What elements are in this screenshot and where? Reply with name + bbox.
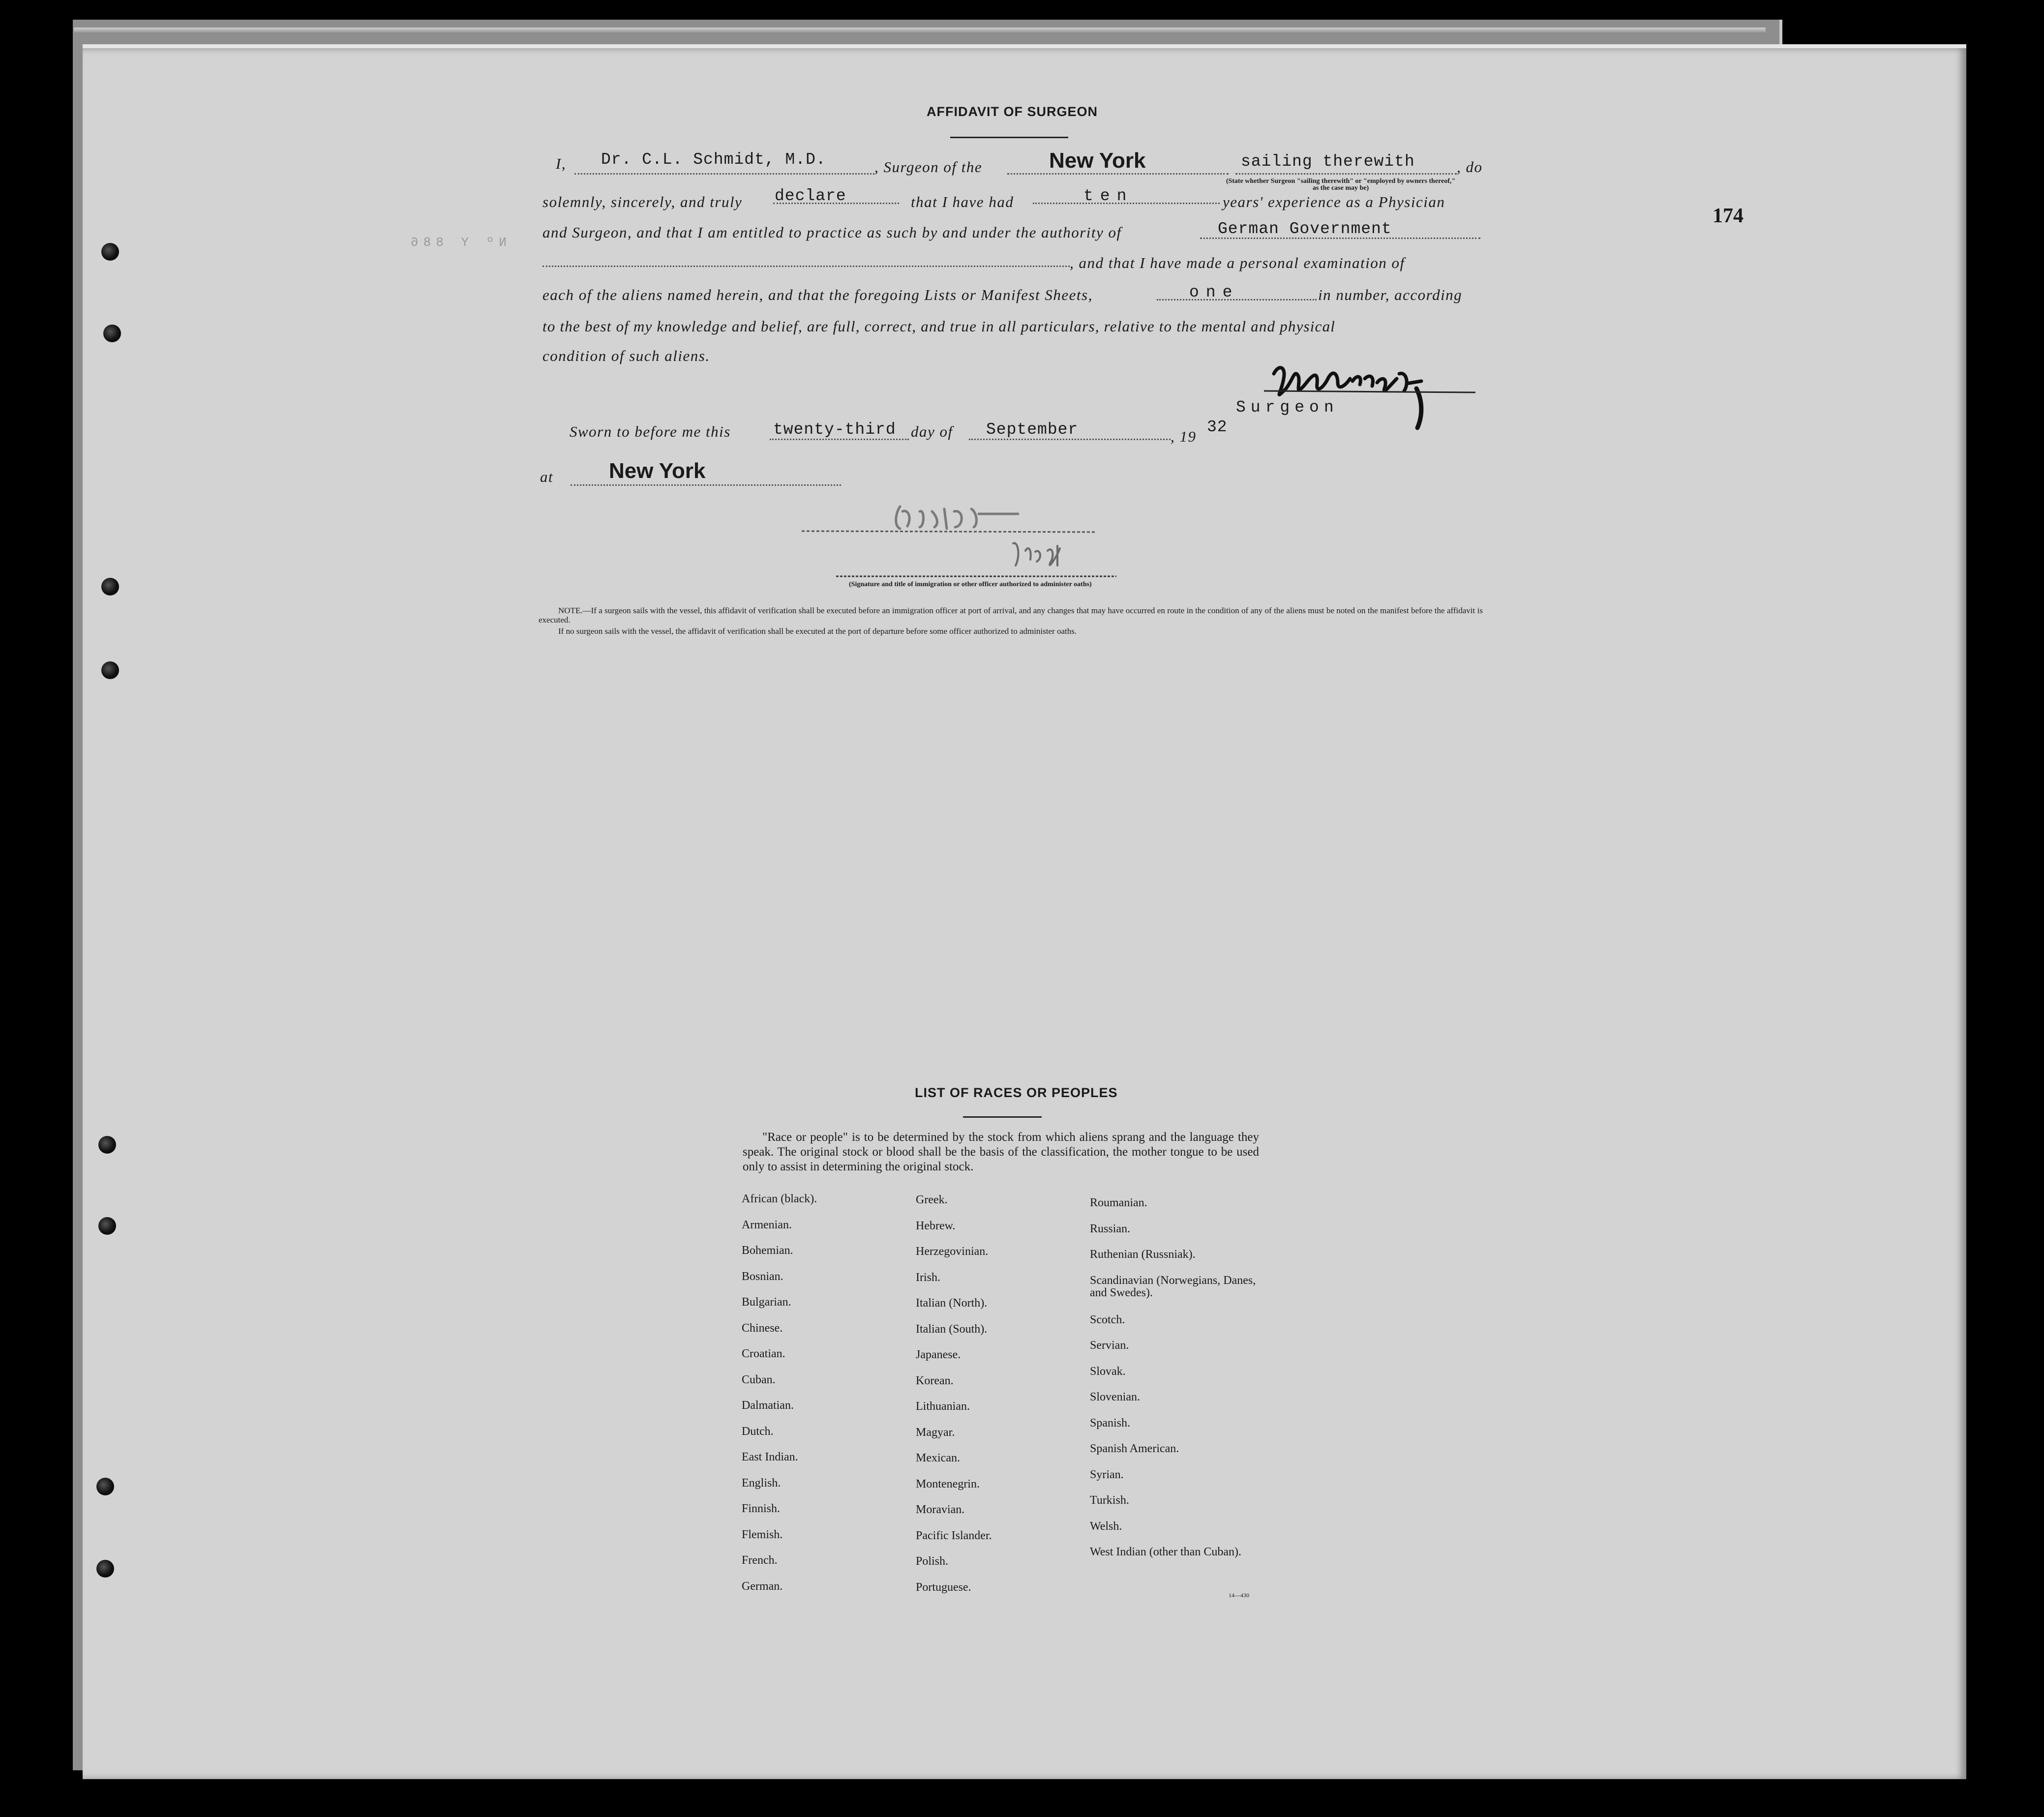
punch-hole-icon <box>101 661 119 679</box>
race-item: East Indian. <box>742 1451 798 1463</box>
race-item: Italian (South). <box>916 1322 988 1336</box>
race-item: African (black). <box>742 1192 817 1205</box>
races-column-3 <box>1090 1197 1257 1580</box>
race-item: West Indian (other than Cuban). <box>1090 1546 1241 1558</box>
race-item: Bosnian. <box>742 1270 783 1283</box>
surgeon-signature-icon <box>1259 354 1485 433</box>
race-item: Bulgarian. <box>742 1296 791 1309</box>
at-label: at <box>540 468 554 485</box>
race-item: Croatian. <box>742 1347 785 1360</box>
race-item: Chinese. <box>742 1321 783 1335</box>
line1-mid: , Surgeon of the <box>874 158 983 176</box>
line5: each of the aliens named herein, and that the foregoing Lists or Manifest Sheets, <box>542 286 1093 303</box>
races-title-rule <box>963 1116 1042 1118</box>
line2-start: solemnly, sincerely, and truly <box>542 193 743 210</box>
race-item: Portuguese. <box>916 1580 971 1594</box>
punch-hole-icon <box>103 325 121 342</box>
ship-name: New York <box>1049 149 1146 173</box>
punch-hole-icon <box>98 1217 116 1235</box>
line5-end: in number, according <box>1318 286 1463 303</box>
race-item: Polish. <box>916 1555 949 1568</box>
line4-end: , and that I have made a personal examination of <box>1070 254 1405 271</box>
race-item: Mexican. <box>916 1452 960 1464</box>
race-item: Slovak. <box>1090 1365 1126 1378</box>
punch-hole-icon <box>101 578 119 596</box>
race-item: English. <box>742 1476 781 1489</box>
sworn-day: twenty-third <box>773 420 896 439</box>
sworn-place: New York <box>609 459 706 483</box>
race-item: French. <box>742 1554 778 1567</box>
race-item: Scotch. <box>1090 1313 1125 1326</box>
sheet-count: one <box>1189 283 1239 301</box>
sailing-status: sailing therewith <box>1241 152 1415 171</box>
surgeon-caption: Surgeon <box>1236 398 1339 417</box>
race-item: Ruthenian (Russniak). <box>1090 1248 1196 1261</box>
surgeon-name-line <box>574 173 874 175</box>
surgeon-name: Dr. C.L. Schmidt, M.D. <box>601 150 826 169</box>
race-item: Hebrew. <box>916 1219 956 1232</box>
affidavit-title: AFFIDAVIT OF SURGEON <box>927 104 1098 119</box>
race-item: Moravian. <box>916 1503 965 1516</box>
race-item: Pacific Islander. <box>916 1529 992 1542</box>
race-item: Armenian. <box>742 1218 792 1231</box>
race-item: Dalmatian. <box>742 1399 794 1412</box>
race-item: Welsh. <box>1090 1519 1122 1533</box>
sworn-start: Sworn to before me this <box>570 423 731 440</box>
punch-hole-icon <box>98 1136 116 1154</box>
sworn-month: September <box>986 420 1079 439</box>
race-item: Turkish. <box>1090 1494 1129 1507</box>
sworn-day-line <box>770 439 909 440</box>
races-title: LIST OF RACES OR PEOPLES <box>915 1085 1118 1100</box>
authority-continuation-line <box>542 266 1070 267</box>
race-item: Cuban. <box>742 1373 776 1386</box>
race-item: Bohemian. <box>742 1244 793 1257</box>
page-number: 174 <box>1713 205 1743 227</box>
punch-hole-icon <box>96 1478 114 1495</box>
punch-hole-icon <box>96 1560 114 1578</box>
race-item: Spanish American. <box>1090 1442 1179 1455</box>
back-page-edge <box>74 28 1766 32</box>
sworn-year-suffix: 32 <box>1207 418 1228 436</box>
line2-mid: that I have had <box>911 193 1014 210</box>
faint-reverse-stamp: Nº Y 886 <box>406 235 507 250</box>
punch-hole-icon <box>101 243 119 261</box>
ship-name-line <box>1007 173 1229 175</box>
race-item: Dutch. <box>742 1425 774 1438</box>
sailing-note: (State whether Surgeon "sailing therewith" or "employed by owners thereof," as the case may be) <box>1226 178 1456 192</box>
title-rule <box>950 137 1068 138</box>
line1-end: , do <box>1457 158 1483 176</box>
race-item: Syrian. <box>1090 1468 1124 1481</box>
officer-caption: (Signature and title of immigration or other officer authorized to administer oaths) <box>849 581 1092 588</box>
declaration: declare <box>775 187 846 205</box>
race-item: Magyar. <box>916 1426 955 1439</box>
races-intro: "Race or people" is to be determined by the stock from which aliens sprang and the language they speak. The original stock or blood shall be the basis of the classification, the mother tongue to be used only to assist in determining the original stock. <box>743 1131 1259 1173</box>
line7: condition of such aliens. <box>542 347 710 364</box>
race-item: German. <box>742 1579 783 1593</box>
form-code: 14—430 <box>1229 1592 1249 1599</box>
line1-prefix: I, <box>556 155 567 172</box>
races-column-1 <box>742 1193 817 1606</box>
line3-start: and Surgeon, and that I am entitled to practice as such by and under the authority of <box>542 224 1122 241</box>
affidavit-note-p2: If no surgeon sails with the vessel, the affidavit of verification shall be executed at the port of departure before some officer authorized to administer oaths. <box>558 626 1077 636</box>
race-item: Montenegrin. <box>916 1477 980 1490</box>
document-page <box>83 48 1966 1779</box>
race-item: Flemish. <box>742 1528 783 1541</box>
race-item: Scandinavian (Norwegians, Danes, and Swedes). <box>1090 1274 1256 1299</box>
race-item: Greek. <box>916 1193 948 1206</box>
sailing-status-line <box>1235 173 1457 175</box>
years-experience: ten <box>1083 187 1134 205</box>
race-item: Japanese. <box>916 1348 961 1361</box>
officer-signature-icon <box>802 497 1116 590</box>
race-item: Roumanian. <box>1090 1196 1147 1209</box>
sworn-year-prefix: , 19 <box>1171 428 1197 445</box>
race-item: Italian (North). <box>916 1297 988 1310</box>
sworn-place-line <box>571 484 841 486</box>
line2-end: years' experience as a Physician <box>1223 193 1445 210</box>
race-item: Slovenian. <box>1090 1391 1140 1403</box>
race-item: Finnish. <box>742 1502 781 1515</box>
affidavit-note-p1: NOTE.—If a surgeon sails with the vessel, this affidavit of verification shall be executed before an immigration officer at port of arrival, and any changes that may have occurred en route in the condition of any of the aliens must be noted on the manifest before the affidavit is executed. <box>539 606 1483 625</box>
race-item: Lithuanian. <box>916 1400 970 1413</box>
race-item: Servian. <box>1090 1339 1129 1352</box>
race-item: Irish. <box>916 1271 940 1284</box>
authority: German Government <box>1218 220 1392 238</box>
races-column-2 <box>916 1194 992 1607</box>
race-item: Russian. <box>1090 1222 1131 1235</box>
race-item: Korean. <box>916 1374 954 1387</box>
race-item: Spanish. <box>1090 1416 1131 1430</box>
sworn-month-line <box>969 439 1171 440</box>
line6: to the best of my knowledge and belief, are full, correct, and true in all particulars, relative to the mental and physical <box>542 318 1336 335</box>
race-item: Herzegovinian. <box>916 1245 989 1258</box>
sworn-mid: day of <box>911 423 953 440</box>
